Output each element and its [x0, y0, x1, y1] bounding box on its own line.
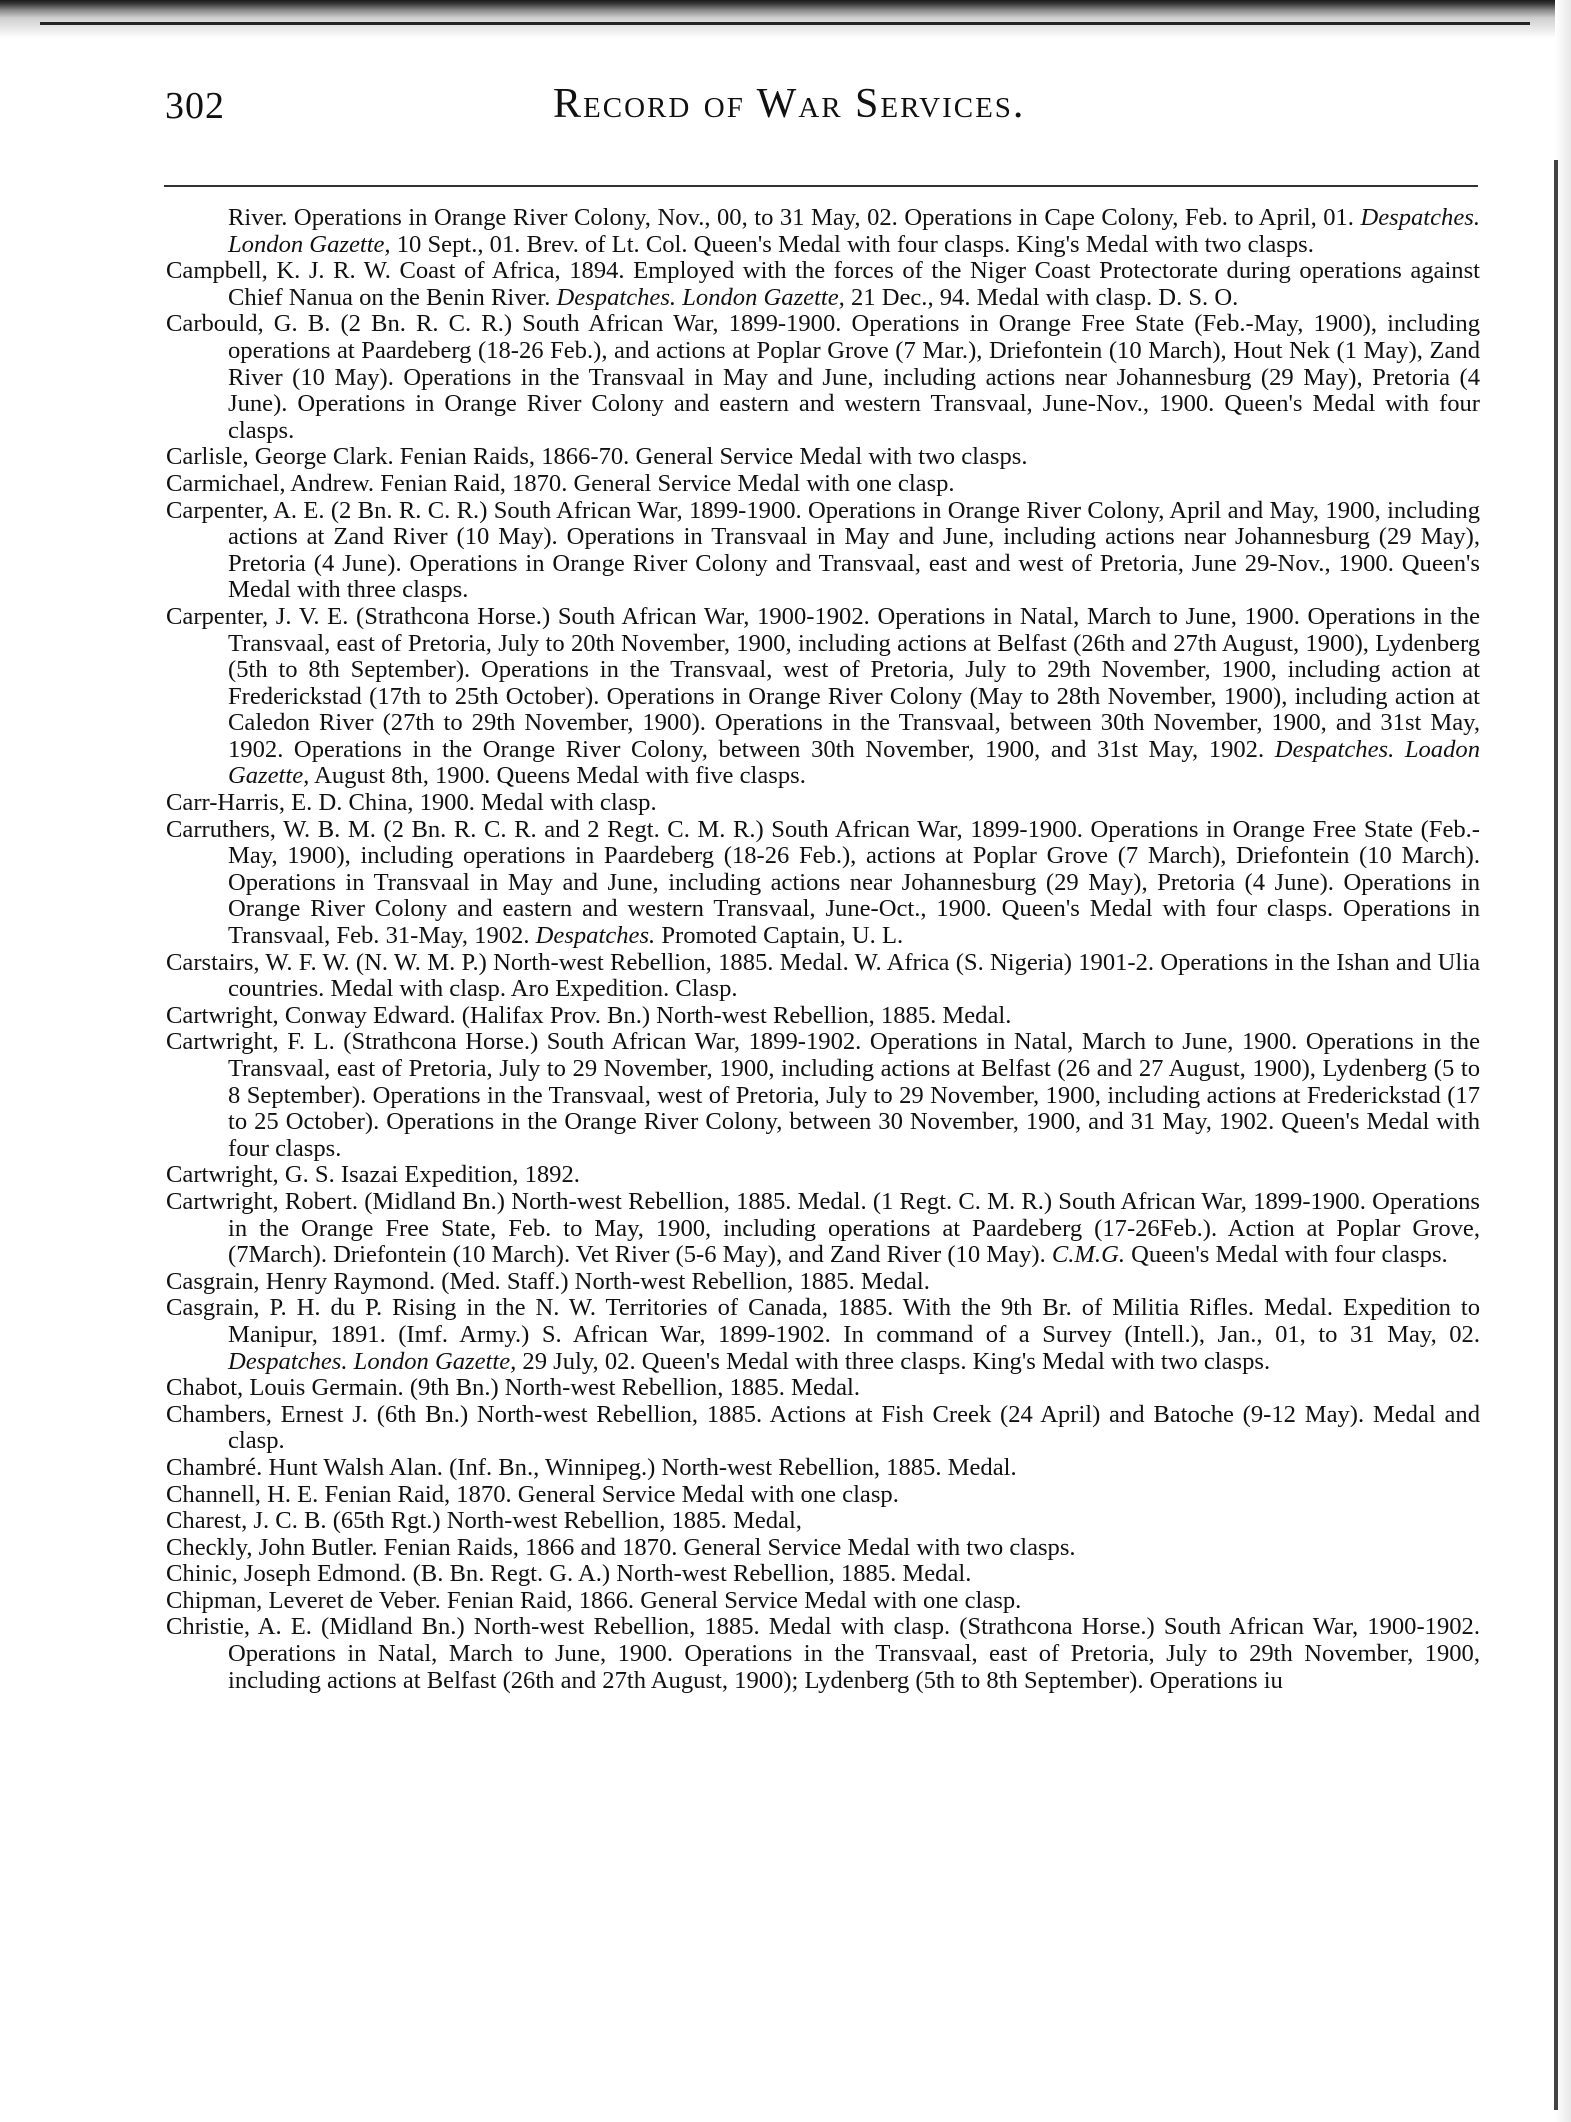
scan-bracket-right [1554, 160, 1558, 2110]
entry-18: Chambré. Hunt Walsh Alan. (Inf. Bn., Winnipeg.) North-west Rebellion, 1885. Medal. [166, 1453, 1017, 1481]
entry-16: Chabot, Louis Germain. (9th Bn.) North-west Rebellion, 1885. Medal. [166, 1374, 860, 1402]
page-number: 302 [165, 85, 225, 127]
entry-11: Cartwright, F. L. (Strathcona Horse.) South African War, 1899-1902. Operations in Natal, March to June, 1900. Operations in the Transvaal, east of Pretoria, July to 29 November, 1900, including actions at Belfast (26 and 27 August, 1900), Lydenberg (5 to 8 September). Operations in the Transvaal, west of Pretoria, July to 29 November, 1900, including actions at Frederickstad (17 to 25 October). Operations in the Orange River Colony, between 30 November, 1900, and 31 May, 1902. Queen's Medal with four clasps. [166, 1028, 1480, 1162]
entry-8: Carruthers, W. B. M. (2 Bn. R. C. R. and 2 Regt. C. M. R.) South African War, 1899-1900. Operations in Orange Free State (Feb.-May, 1900), including operations in Paardeberg (18-26 Feb.), actions at Poplar Grove (7 March), Driefontein (10 March). Operations in Transvaal in May and June, including actions near Johannesburg (29 May), Pretoria (4 June). Operations in Orange River Colony and eastern and western Transvaal, June-Oct., 1900. Queen's Medal with four clasps. Operations in Transvaal, Feb. 31-May, 1902. Despatches. Promoted Captain, U. L. [166, 815, 1480, 950]
entry-7: Carr-Harris, E. D. China, 1900. Medal with clasp. [166, 789, 657, 817]
entry-10: Cartwright, Conway Edward. (Halifax Prov. Bn.) North-west Rebellion, 1885. Medal. [166, 1001, 1012, 1029]
entry-3: Carlisle, George Clark. Fenian Raids, 1866-70. General Service Medal with two clasps. [166, 443, 1028, 471]
entry-1: Campbell, K. J. R. W. Coast of Africa, 1894. Employed with the forces of the Niger Coast Protectorate during operations against Chief Nanua on the Benin River. Despatches. London Gazette, 21 Dec., 94. Medal with clasp. D. S. O. [166, 257, 1480, 311]
entry-9: Carstairs, W. F. W. (N. W. M. P.) North-west Rebellion, 1885. Medal. W. Africa (S. Nigeria) 1901-2. Operations in the Ishan and Ulia countries. Medal with clasp. Aro Expedition. Clasp. [166, 948, 1480, 1003]
header-rule [164, 185, 1478, 187]
entry-6: Carpenter, J. V. E. (Strathcona Horse.) South African War, 1900-1902. Operations in Natal, March to June, 1900. Operations in the Transvaal, east of Pretoria, July to 20th November, 1900, including actions at Belfast (26th and 27th August, 1900), Lydenberg (5th to 8th September). Operations in the Transvaal, west of Pretoria, July to 29th November, 1900, including action at Frederickstad (17th to 25th October). Operations in Orange River Colony (May to 28th November, 1900), including action at Caledon River (27th to 29th November, 1900). Operations in the Transvaal, between 30th November, 1900, and 31st May, 1902. Operations in the Orange River Colony, between 30th November, 1900, and 31st May, 1902. Despatches. Loadon Gazette, August 8th, 1900. Queens Medal with five clasps. [166, 602, 1480, 790]
entry-5: Carpenter, A. E. (2 Bn. R. C. R.) South African War, 1899-1900. Operations in Orange River Colony, April and May, 1900, including actions at Zand River (10 May). Operations in Transvaal in May and June, including actions near Johannesburg (29 May), Pretoria (4 June). Operations in Orange River Colony and Transvaal, east and west of Pretoria, June 29-Nov., 1900. Queen's Medal with three clasps. [166, 496, 1480, 604]
entry-21: Checkly, John Butler. Fenian Raids, 1866 and 1870. General Service Medal with two clasps. [166, 1533, 1076, 1561]
entry-20: Charest, J. C. B. (65th Rgt.) North-west Rebellion, 1885. Medal, [166, 1507, 802, 1535]
entry-4: Carmichael, Andrew. Fenian Raid, 1870. General Service Medal with one clasp. [166, 469, 955, 497]
entry-22: Chinic, Joseph Edmond. (B. Bn. Regt. G. A.) North-west Rebellion, 1885. Medal. [166, 1560, 972, 1588]
entry-17: Chambers, Ernest J. (6th Bn.) North-west Rebellion, 1885. Actions at Fish Creek (24 April) and Batoche (9-12 May). Medal and clasp. [166, 1400, 1480, 1455]
scan-shadow-top [0, 0, 1571, 40]
scan-rule-top [40, 22, 1530, 25]
running-title: Record of War Services. [553, 81, 1026, 127]
entry-2: Carbould, G. B. (2 Bn. R. C. R.) South African War, 1899-1900. Operations in Orange Free State (Feb.-May, 1900), including operations at Paardeberg (18-26 Feb.), and actions at Poplar Grove (7 Mar.), Driefontein (10 March), Hout Nek (1 May), Zand River (10 May). Operations in the Transvaal in May and June, including actions near Johannesburg (29 May), Pretoria (4 June). Operations in Orange River Colony and eastern and western Transvaal, June-Nov., 1900. Queen's Medal with four clasps. [166, 310, 1480, 444]
entry-24: Christie, A. E. (Midland Bn.) North-west Rebellion, 1885. Medal with clasp. (Strathcona Horse.) South African War, 1900-1902. Operations in Natal, March to June, 1900. Operations in the Transvaal, east of Pretoria, July to 29th November, 1900, including actions at Belfast (26th and 27th August, 1900); Lydenberg (5th to 8th September). Operations iu [166, 1613, 1480, 1694]
entry-12: Cartwright, G. S. Isazai Expedition, 1892. [166, 1161, 580, 1189]
entry-23: Chipman, Leveret de Veber. Fenian Raid, 1866. General Service Medal with one clasp. [166, 1586, 1022, 1614]
entry-14: Casgrain, Henry Raymond. (Med. Staff.) North-west Rebellion, 1885. Medal. [166, 1267, 930, 1295]
entry-13: Cartwright, Robert. (Midland Bn.) North-west Rebellion, 1885. Medal. (1 Regt. C. M. R.) South African War, 1899-1900. Operations in the Orange Free State, Feb. to May, 1900, including operations at Paardeberg (17-26Feb.). Action at Poplar Grove, (7March). Driefontein (10 March). Vet River (5-6 May), and Zand River (10 May). C.M.G. Queen's Medal with four clasps. [166, 1187, 1480, 1269]
entry-15: Casgrain, P. H. du P. Rising in the N. W. Territories of Canada, 1885. With the 9th Br. of Militia Rifles. Medal. Expedition to Manipur, 1891. (Imf. Army.) S. African War, 1899-1902. In command of a Survey (Intell.), Jan., 01, to 31 May, 02. Despatches. London Gazette, 29 July, 02. Queen's Medal with three clasps. King's Medal with two clasps. [166, 1294, 1480, 1375]
entry-0: River. Operations in Orange River Colony, Nov., 00, to 31 May, 02. Operations in Cape Colony, Feb. to April, 01. Despatches. London Gazette, 10 Sept., 01. Brev. of Lt. Col. Queen's Medal with four clasps. King's Medal with two clasps. [228, 204, 1480, 258]
entries-column [166, 205, 1480, 1694]
entry-19: Channell, H. E. Fenian Raid, 1870. General Service Medal with one clasp. [166, 1480, 899, 1508]
